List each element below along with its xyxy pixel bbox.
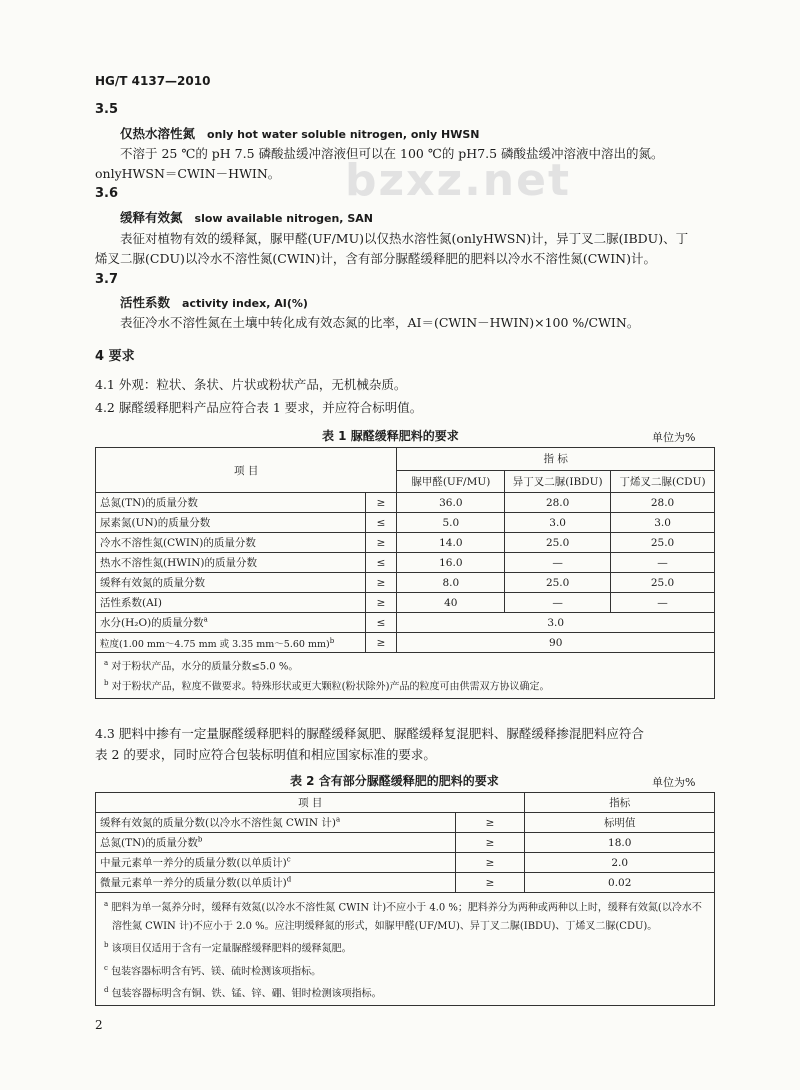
row-name: 热水不溶性氮(HWIN)的质量分数	[96, 553, 366, 573]
footnote: $^a$ 对于粉状产品，水分的质量分数≤5.0 %。	[104, 659, 299, 673]
row-name: 微量元素单一养分的质量分数(以单质计)$^d$	[96, 873, 456, 893]
footnote: $^c$ 包装容器标明含有钙、镁、硫时检测该项指标。	[104, 963, 322, 977]
row-sym: ≥	[455, 853, 525, 873]
row-name: 粒度(1.00 mm～4.75 mm 或 3.35 mm～5.60 mm)$^b$	[96, 633, 366, 653]
table-row	[96, 613, 715, 633]
section-3-7-number: 3.7	[95, 272, 119, 287]
section-4-3-line1: 4.3 肥料中掺有一定量脲醛缓释肥料的脲醛缓释氮肥、脲醛缓释复混肥料、脲醛缓释掺混肥料应符合	[95, 726, 644, 741]
row-sym: ≥	[365, 573, 397, 593]
section-3-7-line1: 表征冷水不溶性氮在土壤中转化成有效态氮的比率，AI＝(CWIN－HWIN)×100 %/CWIN。	[120, 315, 640, 330]
table2-header-item: 项 目	[96, 793, 525, 813]
table1-unit: 单位为%	[652, 431, 696, 444]
watermark: bzxz.net	[345, 155, 572, 206]
table-row	[96, 813, 715, 833]
row-sym: ≤	[365, 513, 397, 533]
table2-caption: 表 2 含有部分脲醛缓释肥的肥料的要求	[290, 774, 499, 788]
cell: —	[611, 593, 715, 613]
table1-col-ibdu: 异丁叉二脲(IBDU)	[505, 470, 611, 493]
term-cn: 仅热水溶性氮	[120, 126, 196, 141]
section-3-7-term	[120, 293, 308, 311]
standard-code: HG/T 4137—2010	[95, 74, 211, 88]
row-sym: ≥	[365, 493, 397, 513]
cell: 25.0	[505, 533, 611, 553]
row-name: 缓释有效氮的质量分数	[96, 573, 366, 593]
cell: 5.0	[397, 513, 505, 533]
footnote: $^a$ 肥料为单一氮养分时，缓释有效氮(以冷水不溶性氮 CWIN 计)不应小于 4.0 %；肥料养分为两种或两种以上时，缓释有效氮(以冷水不溶性氮 CWIN 计)不应小于 2.0 %。应注明缓释氮的形式，如脲甲醛(UF/MU)、异丁叉二脲(IBDU)、丁烯叉二脲(CDU)。	[104, 900, 702, 933]
table2-unit: 单位为%	[652, 776, 696, 789]
table1-col-cdu: 丁烯叉二脲(CDU)	[611, 470, 715, 493]
table-row	[96, 873, 715, 893]
term-en: only hot water soluble nitrogen, only HWSN	[207, 128, 480, 141]
cell: —	[505, 553, 611, 573]
footnote: $^b$ 该项目仅适用于含有一定量脲醛缓释肥料的缓释氮肥。	[104, 941, 352, 955]
cell: 8.0	[397, 573, 505, 593]
row-sym: ≥	[365, 593, 397, 613]
table2	[95, 792, 715, 1006]
row-sym: ≥	[365, 533, 397, 553]
cell: 0.02	[525, 873, 715, 893]
table-row	[96, 533, 715, 553]
cell: —	[505, 593, 611, 613]
row-name: 总氮(TN)的质量分数	[96, 493, 366, 513]
section-3-6-number: 3.6	[95, 186, 119, 201]
table-row	[96, 553, 715, 573]
section-3-6-line2: 烯叉二脲(CDU)以冷水不溶性氮(CWIN)计，含有部分脲醛缓释肥的肥料以冷水不溶性氮(CWIN)计。	[95, 251, 656, 266]
table1-header-item: 项 目	[96, 448, 397, 493]
table1-notes	[96, 653, 715, 699]
page-number: 2	[95, 1018, 103, 1032]
section-3-6-term	[120, 208, 373, 226]
table-row	[96, 633, 715, 653]
term-en: slow available nitrogen, SAN	[194, 212, 373, 225]
cell: 18.0	[525, 833, 715, 853]
cell: 25.0	[611, 573, 715, 593]
table1-header-index: 指 标	[397, 448, 715, 471]
footnote: $^d$ 包装容器标明含有铜、铁、锰、锌、硼、钼时检测该项指标。	[104, 985, 382, 1000]
cell: 3.0	[397, 613, 715, 633]
row-sym: ≤	[365, 553, 397, 573]
section-3-5-term	[120, 124, 480, 142]
table2-header-index: 指标	[525, 793, 715, 813]
row-sym: ≥	[455, 833, 525, 853]
cell: 40	[397, 593, 505, 613]
table-row	[96, 833, 715, 853]
section-4-title: 4 要求	[95, 349, 135, 364]
cell: 25.0	[611, 533, 715, 553]
cell: 28.0	[611, 493, 715, 513]
section-3-5-line2: onlyHWSN＝CWIN－HWIN。	[95, 166, 281, 181]
section-4-1: 4.1 外观：粒状、条状、片状或粉状产品，无机械杂质。	[95, 377, 407, 392]
table1-caption: 表 1 脲醛缓释肥料的要求	[322, 429, 459, 443]
table2-notes	[96, 893, 715, 1006]
footnote: $^b$ 对于粉状产品，粒度不做要求。特殊形状或更大颗粒(粉状除外)产品的粒度可由供需双方协议确定。	[104, 679, 550, 693]
row-name: 尿素氮(UN)的质量分数	[96, 513, 366, 533]
cell: 36.0	[397, 493, 505, 513]
table-row	[96, 513, 715, 533]
section-4-3-line2: 表 2 的要求，同时应符合包装标明值和相应国家标准的要求。	[95, 747, 436, 762]
section-4-2: 4.2 脲醛缓释肥料产品应符合表 1 要求，并应符合标明值。	[95, 400, 423, 415]
table-row	[96, 573, 715, 593]
table1	[95, 447, 715, 699]
row-name: 总氮(TN)的质量分数$^b$	[96, 833, 456, 853]
table1-col-uf: 脲甲醛(UF/MU)	[397, 470, 505, 493]
row-name: 中量元素单一养分的质量分数(以单质计)$^c$	[96, 853, 456, 873]
row-name: 水分(H₂O)的质量分数$^a$	[96, 613, 366, 633]
table-row	[96, 493, 715, 513]
cell: 28.0	[505, 493, 611, 513]
cell: —	[611, 553, 715, 573]
row-name: 活性系数(AI)	[96, 593, 366, 613]
cell: 25.0	[505, 573, 611, 593]
cell: 14.0	[397, 533, 505, 553]
cell: 标明值	[525, 813, 715, 833]
cell: 90	[397, 633, 715, 653]
row-name: 冷水不溶性氮(CWIN)的质量分数	[96, 533, 366, 553]
table-row	[96, 853, 715, 873]
section-3-6-line1: 表征对植物有效的缓释氮，脲甲醛(UF/MU)以仅热水溶性氮(onlyHWSN)计，异丁叉二脲(IBDU)、丁	[120, 231, 689, 246]
term-cn: 活性系数	[120, 295, 171, 310]
section-3-5-line1: 不溶于 25 ℃的 pH 7.5 磷酸盐缓冲溶液但可以在 100 ℃的 pH7.5 磷酸盐缓冲溶液中溶出的氮。	[120, 146, 664, 161]
table-row	[96, 593, 715, 613]
cell: 16.0	[397, 553, 505, 573]
row-sym: ≥	[455, 873, 525, 893]
section-3-5-number: 3.5	[95, 102, 119, 117]
row-name: 缓释有效氮的质量分数(以冷水不溶性氮 CWIN 计)$^a$	[96, 813, 456, 833]
cell: 3.0	[611, 513, 715, 533]
cell: 3.0	[505, 513, 611, 533]
row-sym: ≥	[455, 813, 525, 833]
cell: 2.0	[525, 853, 715, 873]
term-cn: 缓释有效氮	[120, 210, 183, 225]
term-en: activity index, AI(%)	[182, 297, 308, 310]
row-sym: ≤	[365, 613, 397, 633]
row-sym: ≥	[365, 633, 397, 653]
